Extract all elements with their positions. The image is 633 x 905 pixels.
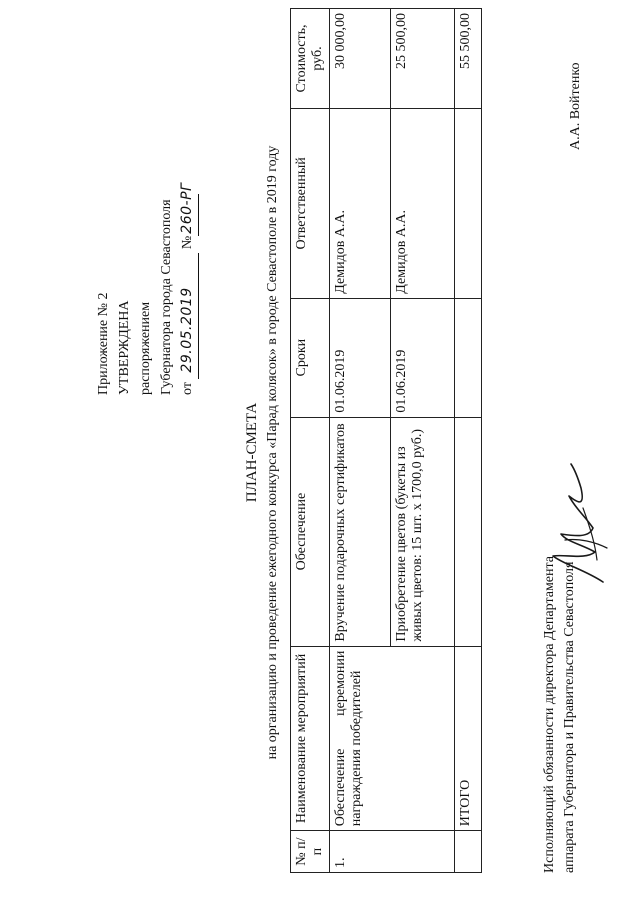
table-row bbox=[330, 9, 391, 873]
row-cost: 30 000,00 bbox=[330, 9, 391, 109]
row-cost: 25 500,00 bbox=[391, 9, 455, 109]
signatory-position-line: аппарата Губернатора и Правительства Севастополя bbox=[562, 561, 577, 873]
from-label: от bbox=[180, 382, 195, 395]
row-term: 01.06.2019 bbox=[330, 298, 391, 417]
signatory-position-line: Исполняющий обязанности директора Департамента bbox=[542, 555, 557, 873]
header-responsible: Ответственный bbox=[291, 108, 330, 298]
document-subtitle: на организацию и проведение ежегодного конкурса «Парад колясок» в городе Севастополе в 2019 году bbox=[265, 145, 280, 760]
row-provision: Приобретение цветов (букеты из живых цветов: 15 шт. x 1700,0 руб.) bbox=[391, 417, 455, 646]
order-label: распоряжением bbox=[138, 301, 153, 395]
total-num-cell bbox=[455, 831, 482, 873]
approval-stamp-block bbox=[93, 182, 199, 395]
row-provision: Вручение подарочных сертификатов bbox=[330, 417, 391, 646]
row-responsible: Демидов А.А. bbox=[330, 108, 391, 298]
header-cost: Стоимость, руб. bbox=[291, 9, 330, 109]
total-empty-cell bbox=[455, 298, 482, 417]
header-name: Наименование мероприятий bbox=[291, 646, 330, 831]
approved-label: УТВЕРЖДЕНА bbox=[117, 300, 132, 395]
total-label: ИТОГО bbox=[455, 646, 482, 831]
number-label: № bbox=[180, 235, 195, 250]
budget-table bbox=[290, 8, 482, 873]
document-title: ПЛАН-СМЕТА bbox=[244, 402, 260, 503]
handwritten-signature bbox=[545, 460, 615, 600]
total-empty-cell bbox=[455, 108, 482, 298]
header-num: № п/п bbox=[291, 831, 330, 873]
appendix-number: Приложение № 2 bbox=[96, 292, 111, 395]
row-responsible: Демидов А.А. bbox=[391, 108, 455, 298]
table-header-row bbox=[291, 9, 330, 873]
header-term: Сроки bbox=[291, 298, 330, 417]
date-number-line bbox=[177, 182, 199, 395]
handwritten-date: 29.05.2019 bbox=[179, 287, 195, 373]
row-num: 1. bbox=[330, 831, 455, 873]
signatory-position bbox=[540, 556, 580, 873]
handwritten-number: 260-РГ bbox=[179, 182, 195, 234]
issuer-label: Губернатора города Севастополя bbox=[159, 199, 174, 395]
row-term: 01.06.2019 bbox=[391, 298, 455, 417]
row-event-name: Обеспечение церемонии награждения победителей bbox=[330, 646, 455, 831]
header-provision: Обеспечение bbox=[291, 417, 330, 646]
total-row bbox=[455, 9, 482, 873]
total-empty-cell bbox=[455, 417, 482, 646]
total-cost: 55 500,00 bbox=[455, 9, 482, 109]
signatory-name: А.А. Войтенко bbox=[568, 62, 583, 150]
